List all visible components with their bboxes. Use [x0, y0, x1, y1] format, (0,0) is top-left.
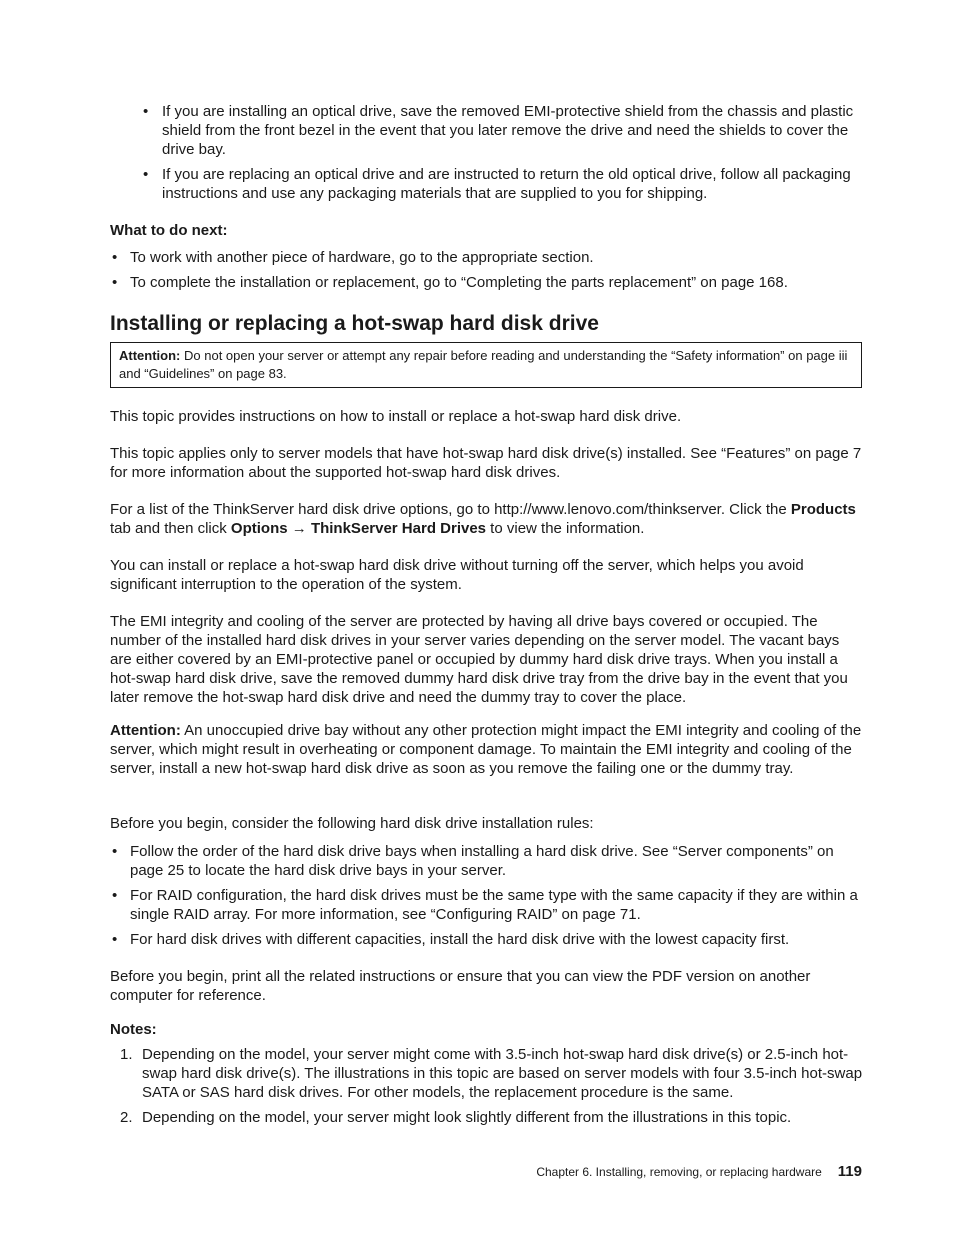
installation-rules-list [110, 842, 864, 955]
list-item: • To complete the installation or replacement, go to “Completing the parts replacement” on page 168. [110, 273, 864, 292]
list-item: • Follow the order of the hard disk drive bays when installing a hard disk drive. See “Server components” on page 25 to locate the hard disk drive bays in your server. [110, 842, 864, 880]
chapter-title: Chapter 6. Installing, removing, or replacing hardware [536, 1165, 822, 1179]
options-paragraph [110, 500, 862, 538]
note-text: Depending on the model, your server might look slightly different from the illustrations in this topic. [142, 1109, 792, 1126]
attention-label: Attention: [119, 348, 181, 363]
products-tab-label: Products [790, 501, 856, 518]
attention-paragraph [110, 721, 862, 778]
note-number: 2. [120, 1109, 133, 1126]
list-item: • For RAID configuration, the hard disk drives must be the same type with the same capacity if they are within a single RAID array. For more information, see “Configuring RAID” on page 71. [110, 886, 864, 924]
list-item: • If you are replacing an optical drive and are instructed to return the old optical drive, follow all packaging instructions and use any packaging materials that are supplied to you for shipping. [140, 165, 864, 203]
options-text-3: to view the information. [486, 520, 645, 537]
list-item: • If you are installing an optical drive, save the removed EMI-protective shield from the chassis and plastic shield from the front bezel in the event that you later remove the drive and need the shields to cover the drive bay. [140, 102, 864, 159]
attention-text: An unoccupied drive bay without any other protection might impact the EMI integrity and cooling of the server, which might result in overheating or component damage. To maintain the EMI integrity and cooling of the server, install a new hot-swap hard disk drive as soon as you remove the failing one or the dummy tray. [110, 722, 862, 777]
list-item [110, 1108, 864, 1127]
list-item: • For hard disk drives with different capacities, install the hard disk drive with the lowest capacity first. [110, 930, 864, 949]
list-item: • To work with another piece of hardware, go to the appropriate section. [110, 248, 864, 267]
notes-heading: Notes: [110, 1021, 157, 1038]
section-title: Installing or replacing a hot-swap hard disk drive [110, 312, 599, 335]
list-item [110, 1045, 864, 1102]
options-text-2: tab and then click [110, 520, 231, 537]
attention-box [110, 342, 862, 388]
options-label: Options [230, 520, 288, 537]
emi-paragraph: The EMI integrity and cooling of the server are protected by having all drive bays covered or occupied. The number of the installed hard disk drives in your server varies depending on the server model. The vacant bays are either covered by an EMI-protective panel or occupied by dummy hard disk drive trays. When you install a hot-swap hard disk drive, save the removed dummy hard disk drive tray from the drive bay in the event that you later remove the hot-swap hard disk drive and need the dummy tray to cover the place. [110, 613, 848, 706]
attention-text: Do not open your server or attempt any repair before reading and understanding the “Safety information” on page iii and “Guidelines” on page 83. [119, 348, 848, 381]
applies-paragraph: This topic applies only to server models that have hot-swap hard disk drive(s) installed. See “Features” on page 7 for more information about the supported hot-swap hard disk drives. [110, 445, 862, 481]
arrow-icon: → [287, 520, 311, 537]
print-instructions-paragraph: Before you begin, print all the related instructions or ensure that you can view the PDF version on another computer for reference. [110, 968, 811, 1004]
what-to-do-next-heading: What to do next: [110, 222, 228, 239]
intro-paragraph: This topic provides instructions on how to install or replace a hot-swap hard disk drive. [110, 408, 682, 425]
thinkserver-hard-drives-label: ThinkServer Hard Drives [310, 520, 487, 537]
next-steps-bullets [110, 248, 864, 298]
hot-swap-paragraph: You can install or replace a hot-swap hard disk drive without turning off the server, which helps you avoid significant interruption to the operation of the system. [110, 557, 804, 593]
page-footer [536, 1163, 862, 1181]
note-number: 1. [120, 1046, 133, 1063]
notes-list [110, 1045, 864, 1133]
options-text-1: For a list of the ThinkServer hard disk drive options, go to http://www.lenovo.com/thinkserver. Click the [110, 501, 791, 518]
optical-drive-bullets [140, 102, 864, 209]
page-number: 119 [837, 1163, 862, 1180]
rules-intro-paragraph: Before you begin, consider the following hard disk drive installation rules: [110, 815, 594, 832]
attention-label: Attention: [110, 722, 181, 739]
note-text: Depending on the model, your server might come with 3.5-inch hot-swap hard disk drive(s) or 2.5-inch hot-swap hard disk drive(s). The illustrations in this topic are based on server models with four 3.5-inch hot-swap SATA or SAS hard disk drives. For other models, the replacement procedure is the same. [142, 1046, 863, 1101]
